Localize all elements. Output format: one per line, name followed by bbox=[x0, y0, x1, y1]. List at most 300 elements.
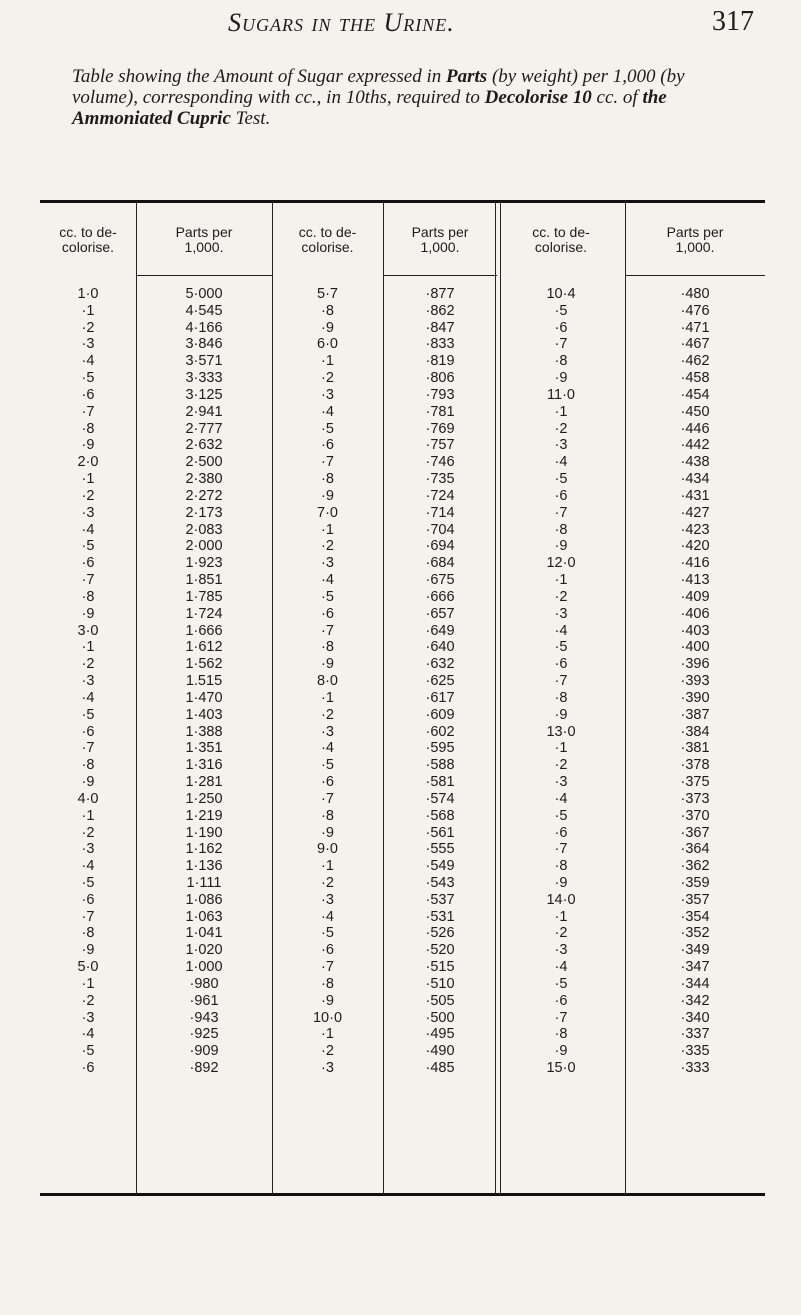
caption-part-3: cc. of bbox=[591, 87, 643, 108]
table-cell: 10·4 bbox=[546, 286, 576, 302]
table-cell: 1.515 bbox=[185, 673, 223, 690]
table-cell: ·495 bbox=[425, 1026, 455, 1043]
page-number: 317 bbox=[712, 6, 754, 37]
table-cell: ·2 bbox=[81, 656, 95, 673]
table-cell: ·5 bbox=[554, 471, 568, 488]
table-cell: ·6 bbox=[321, 437, 334, 454]
table-cell: ·406 bbox=[680, 605, 710, 622]
table-cell: ·793 bbox=[425, 386, 455, 403]
table-cell: ·7 bbox=[81, 403, 95, 420]
table-cell: 14·0 bbox=[546, 891, 576, 908]
header-line: 1,000. bbox=[184, 239, 224, 255]
column-cc-2 bbox=[272, 286, 383, 1077]
table-cell: ·1 bbox=[81, 471, 95, 488]
table-cell: 4·166 bbox=[185, 319, 223, 336]
table-cell: ·5 bbox=[321, 757, 334, 774]
table-cell: ·862 bbox=[425, 302, 455, 319]
table-cell: ·4 bbox=[81, 689, 95, 706]
table-cell: ·684 bbox=[425, 555, 455, 572]
table-cell: ·2 bbox=[321, 706, 334, 723]
table-cell: ·390 bbox=[680, 689, 710, 706]
table-cell: 2·000 bbox=[185, 538, 223, 555]
table-cell: ·757 bbox=[425, 437, 455, 454]
table-cell: ·5 bbox=[554, 975, 568, 992]
table-cell: ·4 bbox=[321, 908, 334, 925]
table-cell: ·7 bbox=[554, 841, 568, 858]
table-cell: ·6 bbox=[554, 656, 568, 673]
table-cell: ·490 bbox=[425, 1043, 455, 1060]
table-cell: 1·190 bbox=[185, 824, 223, 841]
caption-part-1: Table showing the Amount of Sugar expressed in bbox=[72, 66, 447, 87]
header-line: colorise. bbox=[61, 239, 115, 255]
table-cell: ·450 bbox=[680, 403, 710, 420]
header-cc-2 bbox=[272, 225, 383, 255]
table-cell: ·2 bbox=[81, 992, 95, 1009]
table-cell: 5·000 bbox=[185, 286, 223, 302]
table-cell: ·3 bbox=[321, 891, 334, 908]
table-cell: ·6 bbox=[81, 723, 95, 740]
table-cell: ·333 bbox=[680, 1060, 710, 1077]
table-cell: ·9 bbox=[81, 605, 95, 622]
table-cell: 7·0 bbox=[317, 504, 338, 521]
table-cell: ·588 bbox=[425, 757, 455, 774]
table-cell: ·2 bbox=[321, 1043, 334, 1060]
table-cell: ·476 bbox=[680, 302, 710, 319]
table-cell: ·458 bbox=[680, 370, 710, 387]
table-cell: ·6 bbox=[81, 555, 95, 572]
column-cc-1 bbox=[40, 286, 136, 1077]
table-cell: ·4 bbox=[81, 353, 95, 370]
table-cell: ·909 bbox=[189, 1043, 219, 1060]
table-cell: ·8 bbox=[554, 689, 568, 706]
table-cell: ·6 bbox=[554, 824, 568, 841]
header-line: Parts per bbox=[666, 224, 724, 240]
header-line: colorise. bbox=[534, 239, 588, 255]
table-cell: ·980 bbox=[189, 975, 219, 992]
table-cell: ·4 bbox=[321, 740, 334, 757]
table-cell: ·7 bbox=[554, 336, 568, 353]
table-cell: ·5 bbox=[81, 538, 95, 555]
table-cell: ·5 bbox=[554, 639, 568, 656]
table-cell: ·1 bbox=[321, 353, 334, 370]
table-cell: ·694 bbox=[425, 538, 455, 555]
table-cell: ·833 bbox=[425, 336, 455, 353]
table-cell: ·2 bbox=[81, 824, 95, 841]
table-cell: ·2 bbox=[81, 487, 95, 504]
table-cell: ·7 bbox=[554, 1009, 568, 1026]
table-cell: ·335 bbox=[680, 1043, 710, 1060]
table-cell: ·724 bbox=[425, 487, 455, 504]
table-cell: ·403 bbox=[680, 622, 710, 639]
table-cell: 3·571 bbox=[185, 353, 223, 370]
table-cell: 12·0 bbox=[546, 555, 576, 572]
table-cell: 1·724 bbox=[185, 605, 223, 622]
table-cell: ·3 bbox=[81, 504, 95, 521]
table-cell: ·454 bbox=[680, 386, 710, 403]
table-cell: ·3 bbox=[554, 605, 568, 622]
header-parts-2 bbox=[383, 225, 497, 255]
table-cell: ·6 bbox=[81, 891, 95, 908]
table-cell: ·344 bbox=[680, 975, 710, 992]
header-line: cc. to de- bbox=[532, 224, 590, 240]
table-cell: ·510 bbox=[425, 975, 455, 992]
table-cell: ·515 bbox=[425, 959, 455, 976]
table-cell: ·3 bbox=[554, 942, 568, 959]
table-cell: 3·0 bbox=[77, 622, 99, 639]
table-cell: ·400 bbox=[680, 639, 710, 656]
table-cell: ·1 bbox=[81, 302, 95, 319]
table-cell: ·5 bbox=[81, 1043, 95, 1060]
table-cell: ·625 bbox=[425, 673, 455, 690]
table-cell: ·349 bbox=[680, 942, 710, 959]
table-cell: ·373 bbox=[680, 790, 710, 807]
table-cell: ·409 bbox=[680, 588, 710, 605]
table-cell: ·340 bbox=[680, 1009, 710, 1026]
table-cell: ·367 bbox=[680, 824, 710, 841]
table-cell: ·359 bbox=[680, 874, 710, 891]
table-cell: ·2 bbox=[321, 874, 334, 891]
header-line: 1,000. bbox=[420, 239, 460, 255]
table-bottom-rule bbox=[40, 1193, 765, 1196]
column-cc-3 bbox=[497, 286, 625, 1077]
table-cell: ·3 bbox=[554, 774, 568, 791]
table-cell: ·561 bbox=[425, 824, 455, 841]
table-cell: ·595 bbox=[425, 740, 455, 757]
table-cell: ·714 bbox=[425, 504, 455, 521]
table-cell: ·4 bbox=[81, 858, 95, 875]
table-cell: ·1 bbox=[81, 807, 95, 824]
table-cell: ·2 bbox=[554, 757, 568, 774]
table-cell: ·446 bbox=[680, 420, 710, 437]
table-cell: ·9 bbox=[321, 487, 334, 504]
table-cell: ·8 bbox=[81, 588, 95, 605]
table-cell: ·9 bbox=[81, 942, 95, 959]
table-cell: ·442 bbox=[680, 437, 710, 454]
table-cell: 10·0 bbox=[312, 1009, 343, 1026]
table-cell: ·6 bbox=[81, 386, 95, 403]
header-underline bbox=[136, 275, 272, 276]
table-cell: ·4 bbox=[554, 622, 568, 639]
header-parts-3 bbox=[625, 225, 765, 255]
table-cell: 1·785 bbox=[185, 588, 223, 605]
table-cell: ·9 bbox=[321, 319, 334, 336]
table-cell: ·8 bbox=[554, 1026, 568, 1043]
table-cell: ·6 bbox=[321, 942, 334, 959]
table-cell: 1·000 bbox=[185, 959, 223, 976]
table-cell: 2·777 bbox=[185, 420, 223, 437]
table-cell: ·4 bbox=[321, 403, 334, 420]
table-cell: ·943 bbox=[189, 1009, 219, 1026]
table-cell: ·7 bbox=[321, 959, 334, 976]
table-cell: ·7 bbox=[321, 454, 334, 471]
table-top-rule bbox=[40, 200, 765, 203]
table-cell: ·8 bbox=[554, 858, 568, 875]
table-cell: ·5 bbox=[321, 588, 334, 605]
table-cell: 2·173 bbox=[185, 504, 223, 521]
table-cell: ·8 bbox=[321, 807, 334, 824]
table-caption bbox=[72, 66, 732, 129]
table-cell: ·8 bbox=[554, 353, 568, 370]
header-line: Parts per bbox=[175, 224, 233, 240]
table-cell: ·352 bbox=[680, 925, 710, 942]
table-cell: ·387 bbox=[680, 706, 710, 723]
table-cell: ·5 bbox=[81, 370, 95, 387]
table-cell: ·549 bbox=[425, 858, 455, 875]
table-cell: ·467 bbox=[680, 336, 710, 353]
table-cell: ·416 bbox=[680, 555, 710, 572]
table-cell: ·3 bbox=[321, 1060, 334, 1077]
table-cell: ·640 bbox=[425, 639, 455, 656]
table-cell: ·8 bbox=[554, 521, 568, 538]
table-cell: ·462 bbox=[680, 353, 710, 370]
table-cell: ·666 bbox=[425, 588, 455, 605]
table-cell: ·3 bbox=[81, 673, 95, 690]
table-cell: ·5 bbox=[554, 807, 568, 824]
table-cell: ·7 bbox=[81, 572, 95, 589]
table-cell: 1·388 bbox=[185, 723, 223, 740]
table-cell: ·337 bbox=[680, 1026, 710, 1043]
caption-emphasis-2: Decolorise 10 bbox=[484, 87, 592, 108]
table-cell: ·413 bbox=[680, 572, 710, 589]
table-cell: 1·281 bbox=[185, 774, 223, 791]
table-cell: ·362 bbox=[680, 858, 710, 875]
table-cell: ·2 bbox=[554, 925, 568, 942]
table-cell: ·574 bbox=[425, 790, 455, 807]
table-cell: 2·0 bbox=[77, 454, 99, 471]
table-cell: ·1 bbox=[81, 975, 95, 992]
table-cell: ·3 bbox=[81, 841, 95, 858]
table-cell: 2·380 bbox=[185, 471, 223, 488]
table-cell: ·961 bbox=[189, 992, 219, 1009]
table-cell: 3·846 bbox=[185, 336, 223, 353]
table-cell: 2·272 bbox=[185, 487, 223, 504]
table-cell: ·5 bbox=[321, 925, 334, 942]
table-cell: ·5 bbox=[81, 874, 95, 891]
table-cell: ·9 bbox=[321, 992, 334, 1009]
caption-emphasis-1: Parts bbox=[446, 66, 488, 87]
table-cell: ·7 bbox=[554, 504, 568, 521]
table-cell: ·531 bbox=[425, 908, 455, 925]
table-cell: ·6 bbox=[554, 487, 568, 504]
table-cell: ·1 bbox=[554, 572, 568, 589]
table-cell: ·3 bbox=[321, 555, 334, 572]
header-line: colorise. bbox=[301, 239, 354, 255]
table-cell: ·526 bbox=[425, 925, 455, 942]
table-cell: ·438 bbox=[680, 454, 710, 471]
table-cell: 11·0 bbox=[547, 386, 575, 403]
caption-part-2: (by weight) per 1,000 (by volume), corresponding with cc., in 10ths, required to bbox=[72, 66, 685, 108]
header-line: cc. to de- bbox=[298, 224, 357, 240]
table-cell: 8·0 bbox=[317, 673, 338, 690]
table-cell: ·423 bbox=[680, 521, 710, 538]
table-cell: ·427 bbox=[680, 504, 710, 521]
table-cell: ·543 bbox=[425, 874, 455, 891]
table-cell: 1·086 bbox=[185, 891, 223, 908]
table-cell: ·649 bbox=[425, 622, 455, 639]
table-cell: 1·470 bbox=[185, 689, 223, 706]
table-cell: ·9 bbox=[554, 1043, 568, 1060]
table-cell: ·7 bbox=[321, 622, 334, 639]
table-cell: ·471 bbox=[680, 319, 710, 336]
table-cell: ·5 bbox=[81, 706, 95, 723]
table-cell: ·675 bbox=[425, 572, 455, 589]
table-cell: ·568 bbox=[425, 807, 455, 824]
table-cell: ·9 bbox=[321, 824, 334, 841]
table-cell: ·8 bbox=[81, 420, 95, 437]
table-cell: ·8 bbox=[321, 471, 334, 488]
table-cell: ·393 bbox=[680, 673, 710, 690]
table-cell: ·381 bbox=[680, 740, 710, 757]
table-cell: 4·0 bbox=[77, 790, 99, 807]
table-cell: ·3 bbox=[81, 336, 95, 353]
header-line: cc. to de- bbox=[59, 224, 117, 240]
table-cell: ·3 bbox=[321, 723, 334, 740]
table-cell: 1·041 bbox=[185, 925, 223, 942]
table-cell: ·2 bbox=[81, 319, 95, 336]
table-cell: ·8 bbox=[81, 925, 95, 942]
table-cell: ·9 bbox=[321, 656, 334, 673]
table-cell: ·370 bbox=[680, 807, 710, 824]
table-header-row bbox=[40, 225, 765, 265]
column-parts-1 bbox=[136, 286, 272, 1077]
table-cell: 1·111 bbox=[186, 874, 222, 891]
table-cell: ·4 bbox=[554, 790, 568, 807]
table-cell: 2·941 bbox=[185, 403, 223, 420]
table-cell: ·375 bbox=[680, 774, 710, 791]
table-cell: ·2 bbox=[321, 370, 334, 387]
table-cell: ·769 bbox=[425, 420, 455, 437]
table-cell: ·500 bbox=[425, 1009, 455, 1026]
header-underline bbox=[625, 275, 765, 276]
table-cell: ·2 bbox=[321, 538, 334, 555]
table-cell: ·847 bbox=[425, 319, 455, 336]
table-cell: ·520 bbox=[425, 942, 455, 959]
table-cell: 2·083 bbox=[185, 521, 223, 538]
table-cell: ·1 bbox=[81, 639, 95, 656]
table-cell: 1·063 bbox=[185, 908, 223, 925]
table-cell: ·8 bbox=[81, 757, 95, 774]
header-parts-1 bbox=[136, 225, 272, 255]
table-cell: ·555 bbox=[425, 841, 455, 858]
table-cell: 3·333 bbox=[185, 370, 223, 387]
table-cell: ·1 bbox=[554, 403, 568, 420]
table-cell: ·4 bbox=[81, 1026, 95, 1043]
table-cell: 1·219 bbox=[185, 807, 223, 824]
table-cell: ·9 bbox=[554, 538, 568, 555]
table-cell: ·342 bbox=[680, 992, 710, 1009]
table-cell: ·364 bbox=[680, 841, 710, 858]
table-cell: 1·0 bbox=[77, 286, 99, 302]
table-cell: ·378 bbox=[680, 757, 710, 774]
table-cell: ·7 bbox=[81, 908, 95, 925]
table-cell: ·7 bbox=[554, 673, 568, 690]
table-cell: 1·136 bbox=[185, 858, 223, 875]
table-cell: ·1 bbox=[554, 908, 568, 925]
header-cc-1 bbox=[40, 225, 136, 255]
table-cell: ·8 bbox=[321, 302, 334, 319]
table-cell: ·2 bbox=[554, 588, 568, 605]
table-cell: ·420 bbox=[680, 538, 710, 555]
table-cell: ·3 bbox=[81, 1009, 95, 1026]
table-cell: ·3 bbox=[321, 386, 334, 403]
table-cell: ·632 bbox=[425, 656, 455, 673]
table-cell: 13·0 bbox=[546, 723, 576, 740]
header-line: Parts per bbox=[411, 224, 469, 240]
table-cell: ·609 bbox=[425, 706, 455, 723]
table-cell: ·354 bbox=[680, 908, 710, 925]
table-cell: ·617 bbox=[425, 689, 455, 706]
table-cell: 1·923 bbox=[185, 555, 223, 572]
table-cell: ·5 bbox=[321, 420, 334, 437]
table-cell: 15·0 bbox=[546, 1060, 576, 1077]
table-cell: 1·403 bbox=[185, 706, 223, 723]
table-cell: ·8 bbox=[321, 639, 334, 656]
table-cell: ·602 bbox=[425, 723, 455, 740]
table-cell: 1·351 bbox=[185, 740, 223, 757]
table-cell: ·5 bbox=[554, 302, 568, 319]
table-cell: ·6 bbox=[321, 774, 334, 791]
table-cell: ·537 bbox=[425, 891, 455, 908]
table-cell: ·1 bbox=[321, 858, 334, 875]
table-cell: 6·0 bbox=[317, 336, 338, 353]
column-parts-3 bbox=[625, 286, 765, 1077]
table-cell: ·6 bbox=[554, 992, 568, 1009]
table-cell: ·6 bbox=[321, 605, 334, 622]
header-underline bbox=[383, 275, 497, 276]
table-cell: ·1 bbox=[321, 1026, 334, 1043]
table-cell: 5·0 bbox=[77, 959, 99, 976]
table-cell: ·746 bbox=[425, 454, 455, 471]
caption-emphasis-3: the Ammoniated Cupric bbox=[72, 87, 667, 129]
table-cell: ·9 bbox=[554, 874, 568, 891]
table-cell: ·431 bbox=[680, 487, 710, 504]
header-line: 1,000. bbox=[675, 239, 715, 255]
table-cell: ·357 bbox=[680, 891, 710, 908]
table-cell: ·581 bbox=[425, 774, 455, 791]
table-cell: ·4 bbox=[554, 454, 568, 471]
table-cell: ·657 bbox=[425, 605, 455, 622]
table-cell: ·8 bbox=[321, 975, 334, 992]
table-cell: ·1 bbox=[321, 689, 334, 706]
table-cell: ·735 bbox=[425, 471, 455, 488]
running-head: Sugars in the Urine. bbox=[228, 8, 455, 37]
table-cell: ·9 bbox=[81, 774, 95, 791]
table-cell: ·485 bbox=[425, 1060, 455, 1077]
table-cell: 2·632 bbox=[185, 437, 223, 454]
table-cell: 1·020 bbox=[185, 942, 223, 959]
table-cell: ·892 bbox=[189, 1060, 219, 1077]
table-cell: ·704 bbox=[425, 521, 455, 538]
table-cell: 9·0 bbox=[317, 841, 338, 858]
table-cell: ·480 bbox=[680, 286, 710, 302]
table-cell: ·6 bbox=[554, 319, 568, 336]
table-cell: ·925 bbox=[189, 1026, 219, 1043]
table-cell: 3·125 bbox=[185, 386, 223, 403]
table-cell: 1·250 bbox=[185, 790, 223, 807]
table-cell: 1·162 bbox=[185, 841, 223, 858]
table-cell: 1·666 bbox=[185, 622, 223, 639]
table-cell: ·3 bbox=[554, 437, 568, 454]
table-cell: ·4 bbox=[81, 521, 95, 538]
table-cell: ·384 bbox=[680, 723, 710, 740]
header-cc-3 bbox=[497, 225, 625, 255]
table-cell: ·9 bbox=[554, 370, 568, 387]
table-cell: 2·500 bbox=[185, 454, 223, 471]
caption-part-4: Test. bbox=[230, 108, 271, 129]
table-cell: ·1 bbox=[554, 740, 568, 757]
table-cell: 5·7 bbox=[317, 286, 338, 302]
table-cell: ·505 bbox=[425, 992, 455, 1009]
